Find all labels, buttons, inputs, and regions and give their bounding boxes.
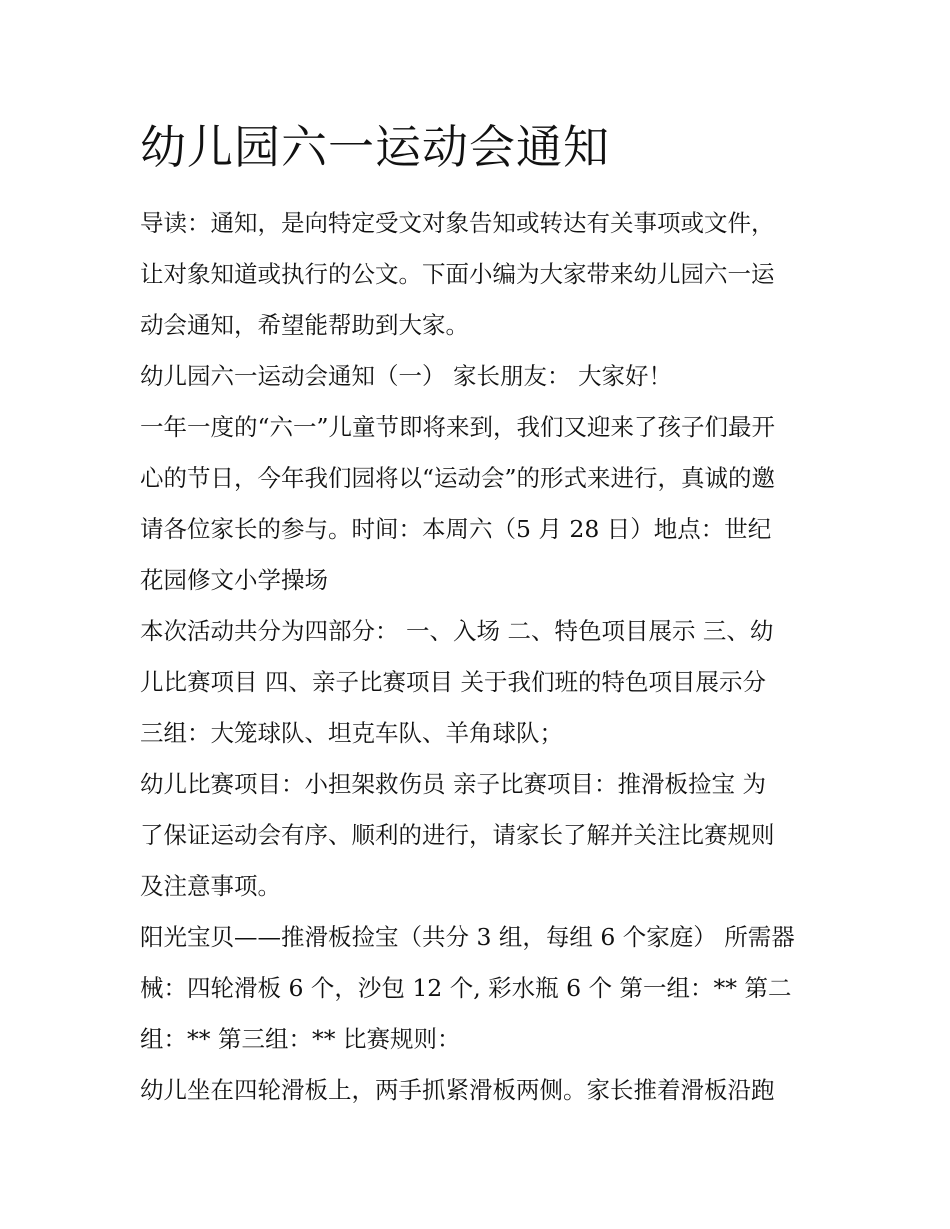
body-line: 幼儿比赛项目：小担架救伤员 亲子比赛项目：推滑板捡宝 为 bbox=[140, 770, 766, 798]
document-body bbox=[140, 198, 820, 1116]
body-line: 三组：大笼球队、坦克车队、羊角球队； bbox=[140, 719, 563, 747]
document-title: 幼儿园六一运动会通知 bbox=[140, 120, 610, 174]
body-line: 组：** 第三组：** 比赛规则： bbox=[140, 1025, 461, 1053]
body-line: 了保证运动会有序、顺利的进行，请家长了解并关注比赛规则 bbox=[140, 821, 775, 849]
body-line: 一年一度的“六一”儿童节即将来到，我们又迎来了孩子们最开 bbox=[140, 413, 776, 441]
body-line: 请各位家长的参与。时间：本周六（5 月 28 日）地点：世纪 bbox=[140, 515, 772, 543]
body-line: 阳光宝贝——推滑板捡宝（共分 3 组，每组 6 个家庭） 所需器 bbox=[140, 923, 795, 951]
body-line: 幼儿园六一运动会通知（一） 家长朋友： 大家好！ bbox=[140, 362, 672, 390]
body-line: 械：四轮滑板 6 个，沙包 12 个, 彩水瓶 6 个 第一组：** 第二 bbox=[140, 974, 792, 1002]
body-line: 心的节日，今年我们园将以“运动会”的形式来进行，真诚的邀 bbox=[140, 464, 776, 492]
body-line: 及注意事项。 bbox=[140, 872, 281, 900]
body-line: 花园修文小学操场 bbox=[140, 566, 328, 594]
body-line: 让对象知道或执行的公文。下面小编为大家带来幼儿园六一运 bbox=[140, 260, 775, 288]
body-line: 幼儿坐在四轮滑板上，两手抓紧滑板两侧。家长推着滑板沿跑 bbox=[140, 1076, 775, 1104]
body-line: 本次活动共分为四部分： 一、入场 二、特色项目展示 三、幼 bbox=[140, 617, 774, 645]
body-line: 动会通知，希望能帮助到大家。 bbox=[140, 311, 469, 339]
body-line: 导读：通知，是向特定受文对象告知或转达有关事项或文件， bbox=[140, 209, 775, 237]
body-line: 儿比赛项目 四、亲子比赛项目 关于我们班的特色项目展示分 bbox=[140, 668, 766, 696]
